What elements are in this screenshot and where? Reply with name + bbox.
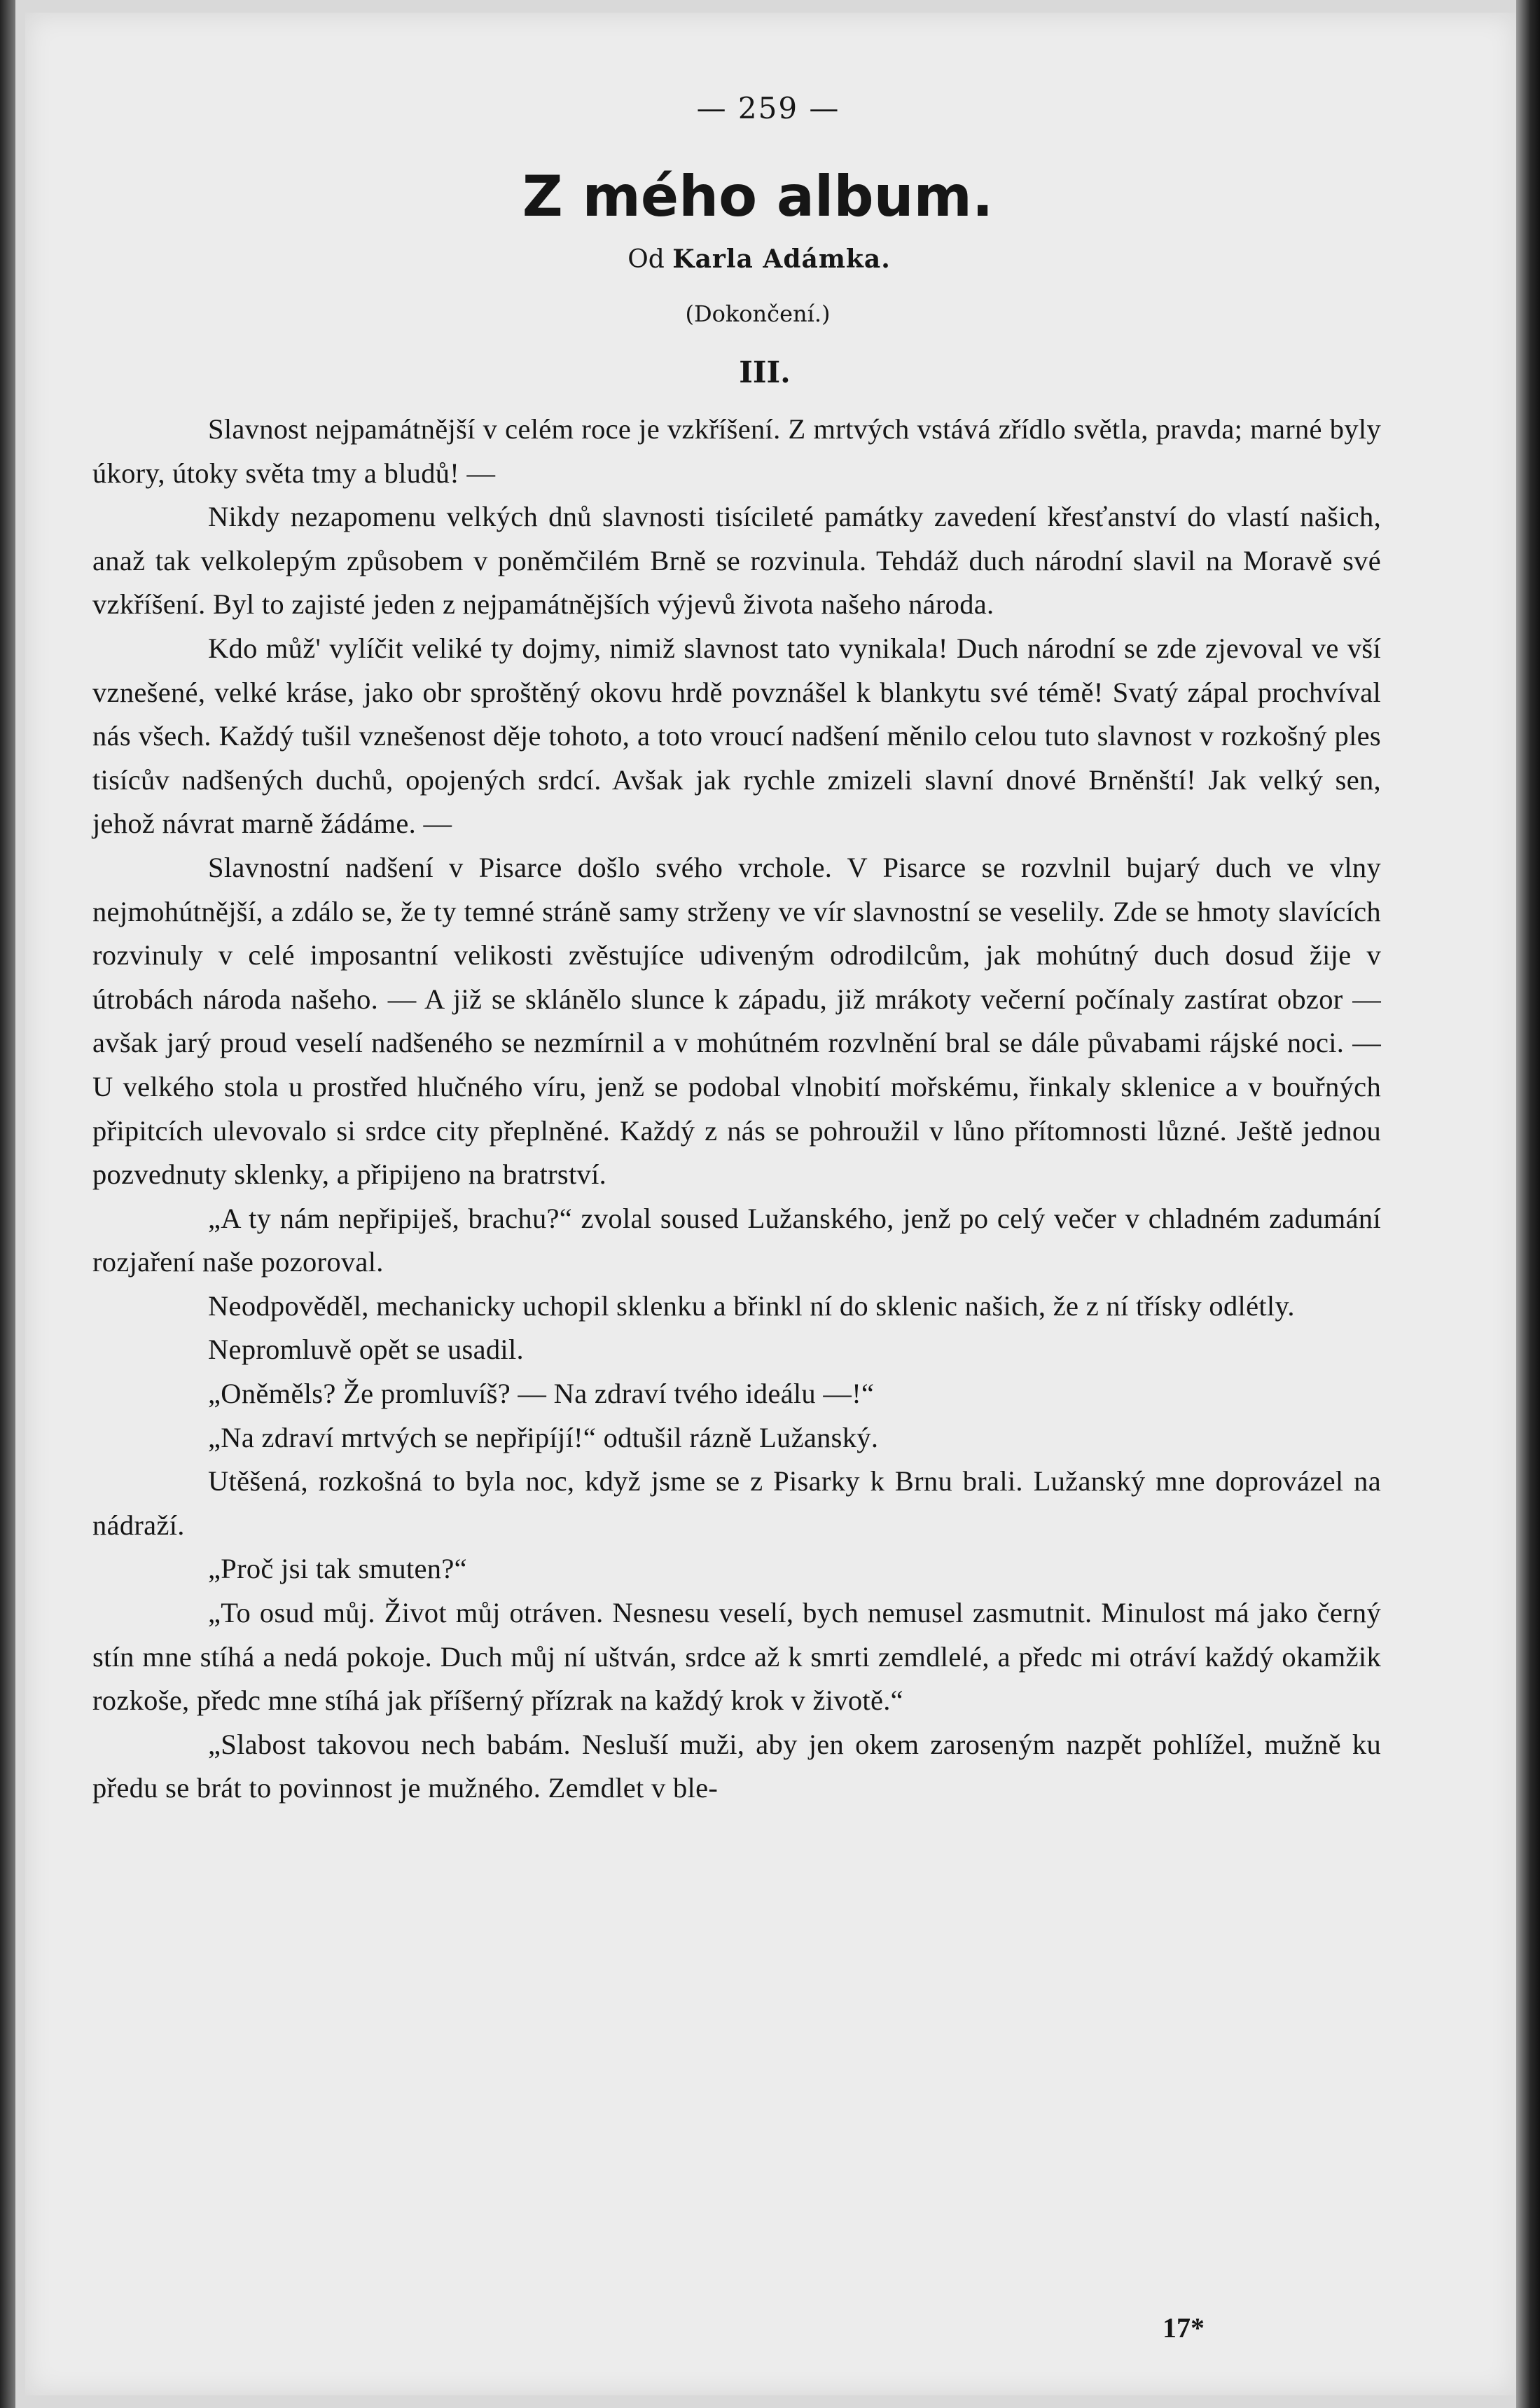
page-number: — 259 — <box>696 91 840 125</box>
paragraph: „Oněměls? Že promluvíš? — Na zdraví tvého ideálu —!“ <box>208 1378 875 1410</box>
paragraph: „A ty nám nepřipiješ, brachu?“ zvolal soused Lužanského, jenž po celý večer v chladném zadumání rozjaření naše pozoroval. <box>92 1202 1381 1278</box>
page-text <box>92 91 1381 1811</box>
section-heading: III. <box>739 355 791 389</box>
continuation-note: (Dokončení.) <box>685 300 831 327</box>
paragraph: Neodpověděl, mechanicky uchopil sklenku a břinkl ní do sklenic našich, že z ní třísky odlétly. <box>208 1289 1295 1322</box>
paragraph: Nikdy nezapomenu velkých dnů slavnosti tisícileté památky zavedení křesťanství do vlastí našich, anaž tak velkolepým způsobem v poněmčilém Brně se rozvinula. Tehdáž duch národní slavil na Moravě své vzkříšení. Byl to zajisté jeden z nejpamátnějších výjevů života našeho národa. <box>92 501 1381 621</box>
page-left-edge <box>0 0 15 2408</box>
paragraph: Slavnost nejpamátnější v celém roce je vzkříšení. Z mrtvých vstává zřídlo světla, pravda; marné byly úkory, útoky světa tmy a bludů! — <box>92 413 1381 489</box>
signature-mark: 17* <box>1163 2312 1205 2344</box>
article-title: Z mého album. <box>522 164 994 229</box>
paragraph: „Proč jsi tak smuten?“ <box>208 1553 467 1585</box>
paragraph: Kdo můž' vylíčit veliké ty dojmy, nimiž slavnost tato vynikala! Duch národní se zde zjevoval ve vší vznešené, velké kráse, jako obr sproštěný okovu hrdě povznášel k blankytu své témě! Svatý zápal prochvíval nás všech. Každý tušil vznešenost děje tohoto, a toto vroucí nadšení měnilo celou tuto slavnost v rozkošný ples tisícův nadšených duchů, opojených srdcí. Avšak jak rychle zmizeli slavní dnové Brněnští! Jak velký sen, jehož návrat marně žádáme. — <box>92 632 1381 840</box>
byline-author: Karla Adámka. <box>672 244 891 274</box>
byline <box>137 244 1381 274</box>
paragraph: Nepromluvě opět se usadil. <box>208 1334 524 1366</box>
paragraph: „Slabost takovou nech babám. Nesluší muži, aby jen okem zaroseným nazpět pohlížel, mužně ku předu se brát to povinnost je mužného. Zemdlet v ble- <box>92 1728 1381 1804</box>
paragraph: „To osud můj. Život můj otráven. Nesnesu veselí, bych nemusel zasmutnit. Minulost má jako černý stín mne stíhá a nedá pokoje. Duch můj ní uštván, srdce až k smrti zemdlelé, a předc mi otráví každý okamžik rozkoše, předc mne stíhá jak příšerný přízrak na každý krok v životě.“ <box>92 1597 1381 1717</box>
paragraph: Utěšená, rozkošná to byla noc, když jsme se z Pisarky k Brnu brali. Lužanský mne doprovázel na nádraží. <box>92 1465 1381 1541</box>
byline-prefix: Od <box>627 245 665 274</box>
paragraph: „Na zdraví mrtvých se nepřipíjí!“ odtušil rázně Lužanský. <box>208 1421 879 1453</box>
book-spine-shadow <box>1516 0 1540 2408</box>
paragraph: Slavnostní nadšení v Pisarce došlo svého vrchole. V Pisarce se rozvlnil bujarý duch ve vlny nejmohútnější, a zdálo se, že ty temné stráně samy strženy ve vír slavnostní se veselily. Zde se hmoty slavících rozvinuly v celé imposantní velikosti zvěstujíce udiveným odrodilcům, jak mohútný duch dosud žije v útrobách národa našeho. — A již se sklánělo slunce k západu, již mrákoty večerní počínaly zastírat obzor — avšak jarý proud veselí nadšeného se nezmírnil a v mohútném rozvlnění bral se dále půvabami rájské noci. — U velkého stola u prostřed hlučného víru, jenž se podobal vlnobití mořskému, řinkaly sklenice a v bouřných připitcích ulevovalo si srdce city přeplněné. Každý z nás se pohroužil v lůno přítomnosti lůzné. Ještě jednou pozvednuty sklenky, a připijeno na bratrství. <box>92 851 1381 1191</box>
